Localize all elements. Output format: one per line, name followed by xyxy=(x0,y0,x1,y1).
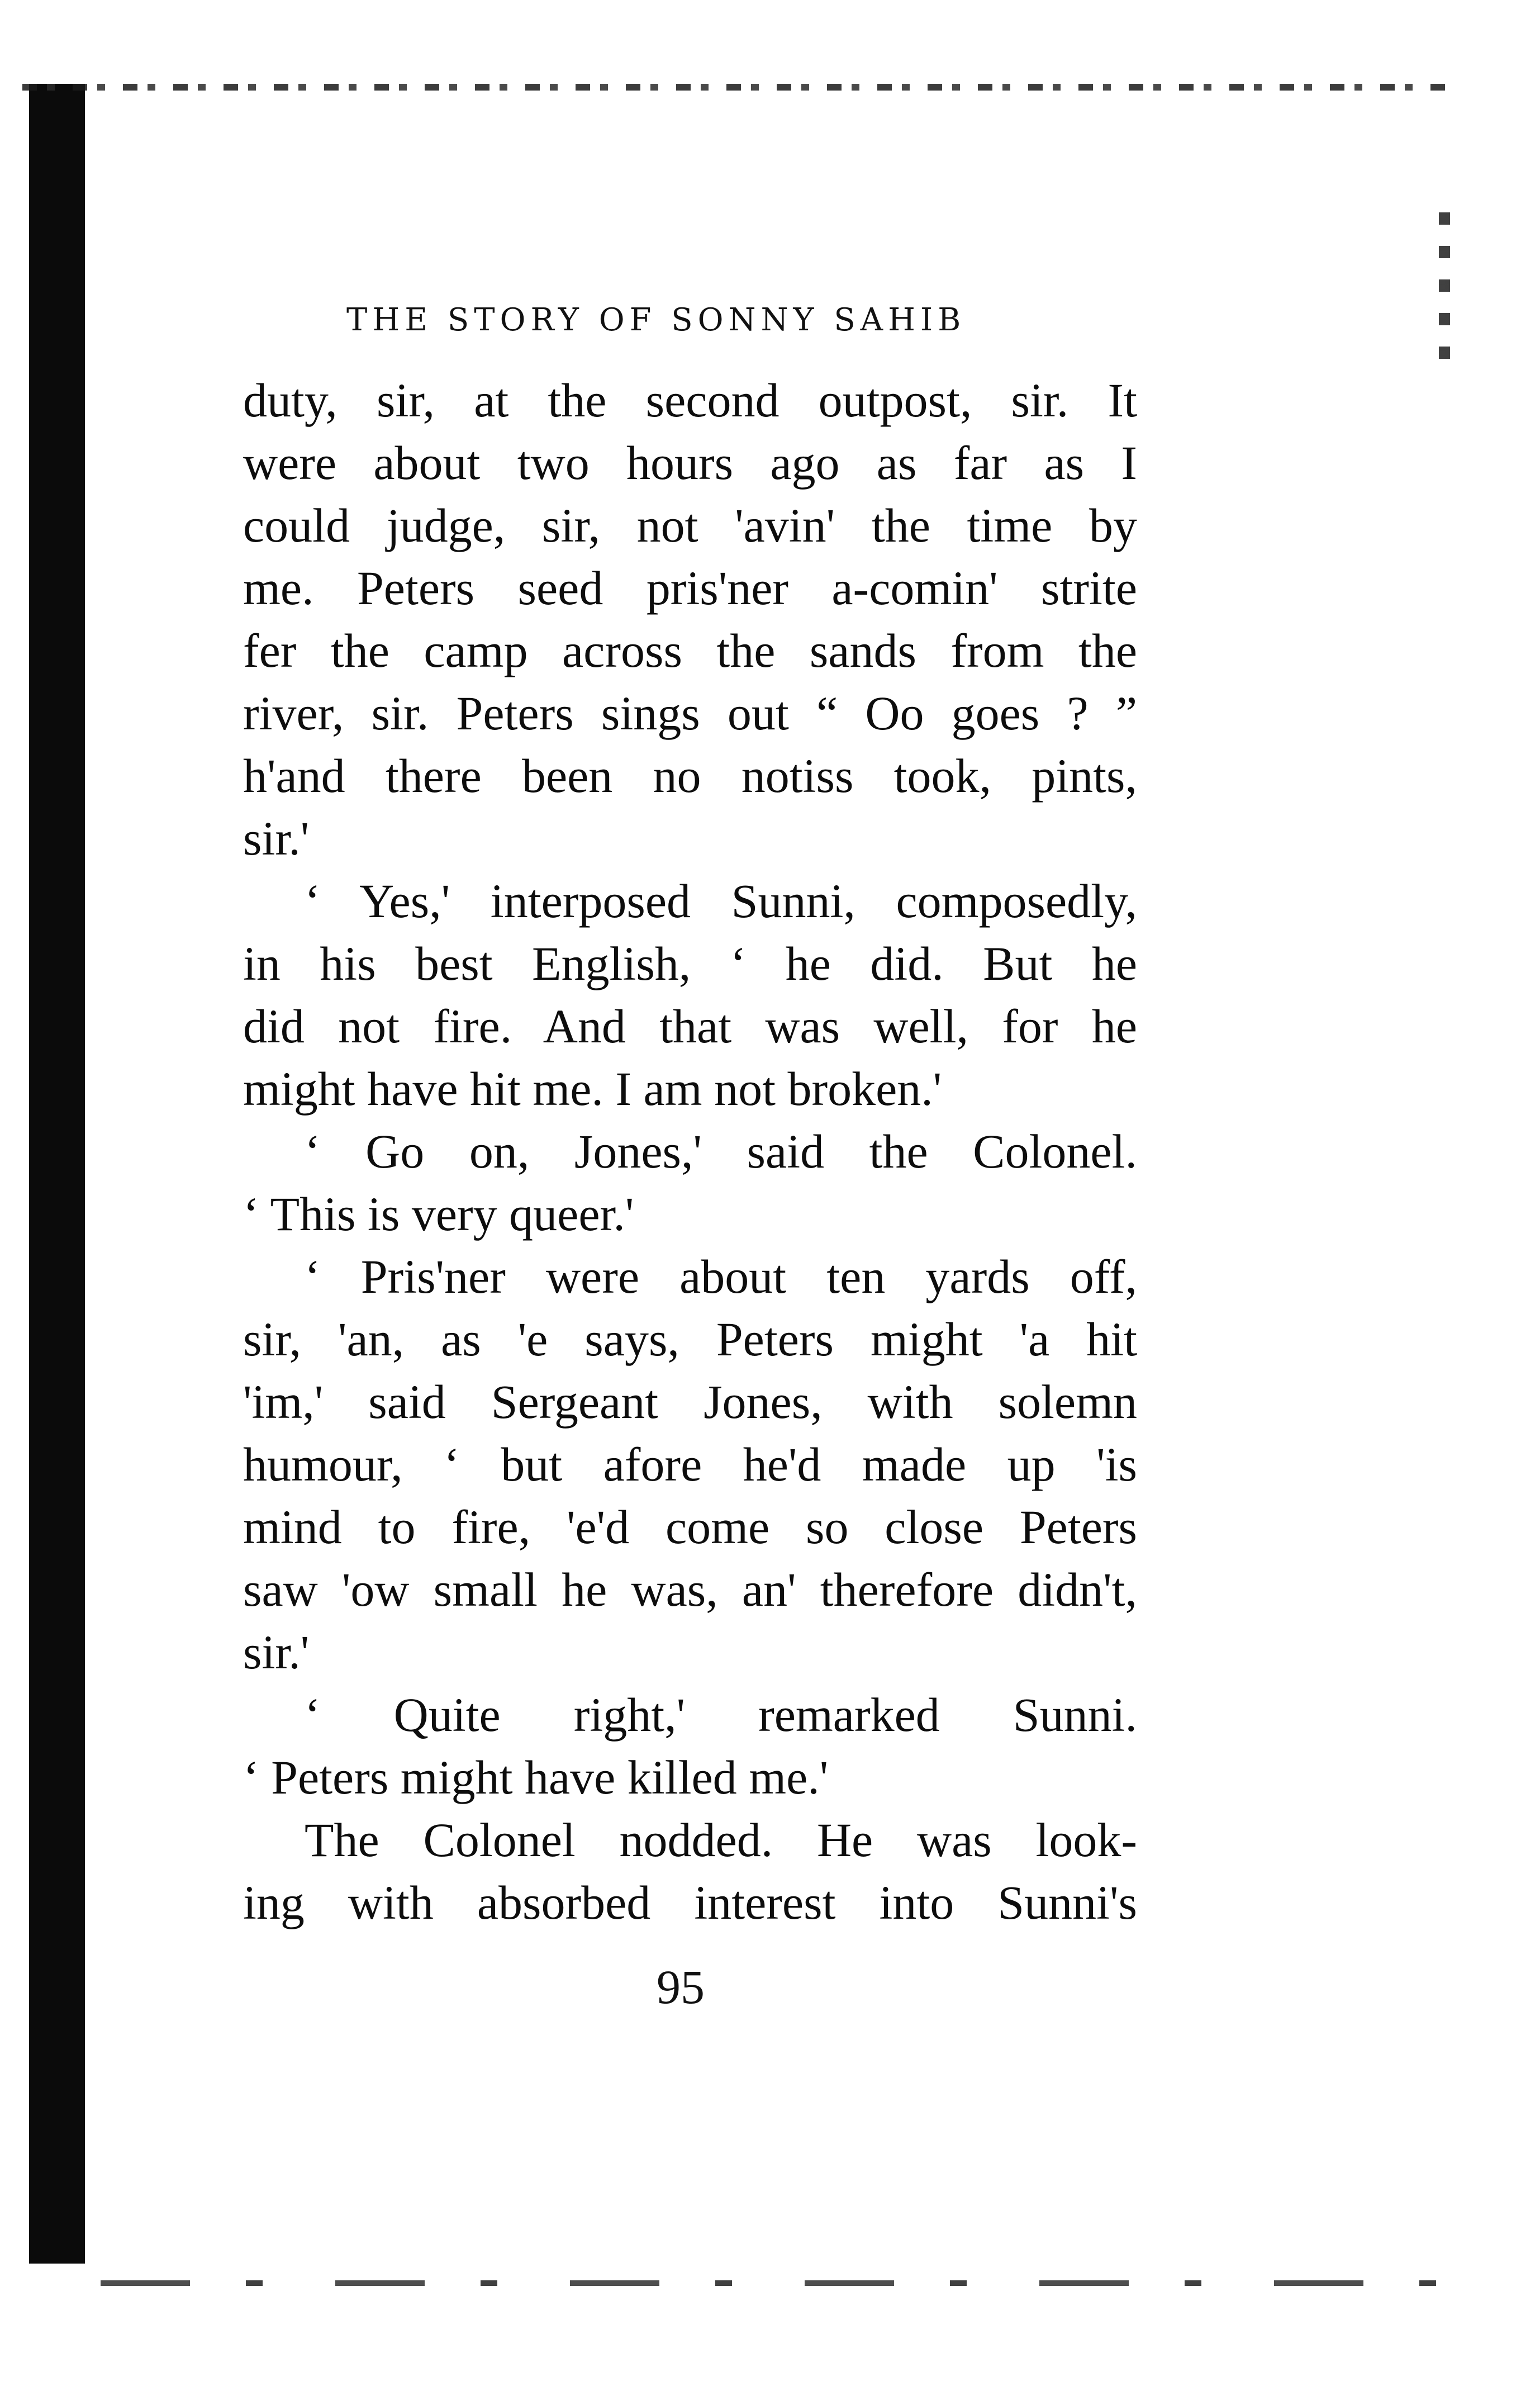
scan-bottom-edge xyxy=(101,2280,1475,2286)
text-line: might have hit me. I am not broken.' xyxy=(243,1062,942,1116)
text-line: ‘ Quite right,' remarked Sunni. xyxy=(305,1688,1137,1742)
text-line: duty, sir, at the second outpost, sir. It xyxy=(243,373,1137,427)
text-line: were about two hours ago as far as I xyxy=(243,436,1137,490)
text-line: The Colonel nodded. He was look- xyxy=(305,1813,1137,1867)
text-line: 'im,' said Sergeant Jones, with solemn xyxy=(243,1375,1137,1429)
text-line: in his best English, ‘ he did. But he xyxy=(243,937,1137,990)
text-line: ‘ This is very queer.' xyxy=(243,1187,634,1241)
scan-right-edge-specks xyxy=(1439,212,1450,380)
text-line: ‘ Go on, Jones,' said the Colonel. xyxy=(305,1125,1137,1178)
text-line: sir.' xyxy=(243,1625,310,1679)
text-line: did not fire. And that was well, for he xyxy=(243,999,1137,1053)
text-line: ‘ Yes,' interposed Sunni, composedly, xyxy=(305,874,1137,928)
text-line: fer the camp across the sands from the xyxy=(243,624,1137,677)
text-line: me. Peters seed pris'ner a-comin' strite xyxy=(243,561,1137,615)
scan-spine-shadow xyxy=(29,84,85,2264)
scan-top-edge xyxy=(22,84,1453,91)
text-line: ‘ Pris'ner were about ten yards off, xyxy=(305,1250,1137,1303)
text-line: humour, ‘ but afore he'd made up 'is xyxy=(243,1438,1137,1491)
text-line: could judge, sir, not 'avin' the time by xyxy=(243,499,1137,552)
text-line: saw 'ow small he was, an' therefore didn't, xyxy=(243,1563,1137,1616)
running-head: THE STORY OF SONNY SAHIB xyxy=(346,302,966,338)
text-line: mind to fire, 'e'd come so close Peters xyxy=(243,1500,1137,1554)
text-line: ‘ Peters might have killed me.' xyxy=(243,1750,829,1804)
text-line: sir, 'an, as 'e says, Peters might 'a hit xyxy=(243,1312,1137,1366)
body-text xyxy=(243,369,1137,1934)
text-line: ing with absorbed interest into Sunni's xyxy=(243,1876,1137,1929)
page-number: 95 xyxy=(657,1960,705,2014)
text-line: river, sir. Peters sings out “ Oo goes ? ” xyxy=(243,686,1137,740)
text-line: h'and there been no notiss took, pints, xyxy=(243,749,1137,803)
text-line: sir.' xyxy=(243,812,310,865)
